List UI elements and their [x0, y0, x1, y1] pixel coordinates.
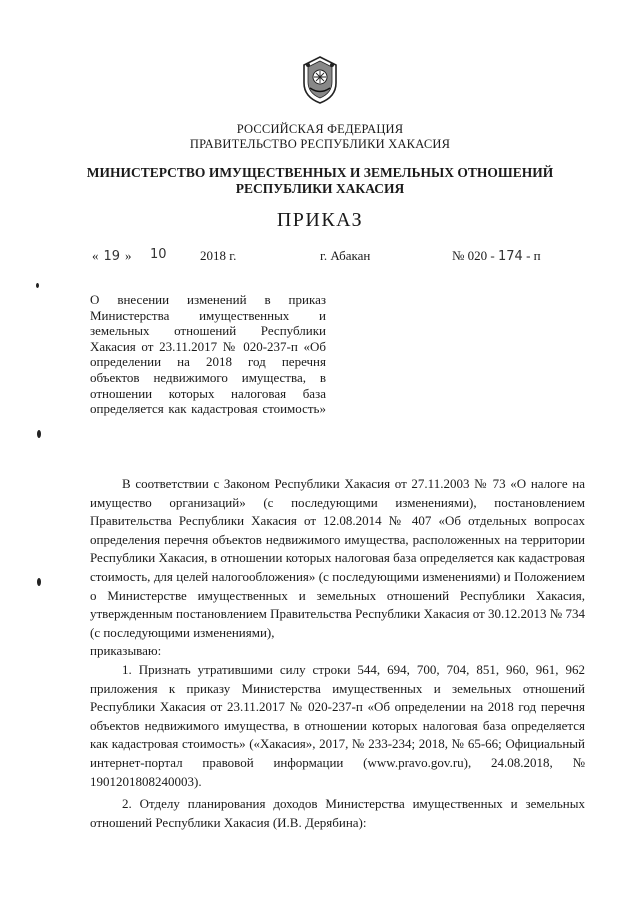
- ministry-name-line1: МИНИСТЕРСТВО ИМУЩЕСТВЕННЫХ И ЗЕМЕЛЬНЫХ ОТНОШЕНИЙ: [86, 165, 554, 180]
- date-day: « 19 »: [92, 248, 132, 264]
- city: г. Абакан: [320, 248, 371, 263]
- document-type-title: ПРИКАЗ: [276, 209, 364, 231]
- ministry-name-line2: РЕСПУБЛИКИ ХАКАСИЯ: [235, 181, 405, 196]
- preamble-paragraph: В соответствии с Законом Республики Хакасия от 27.11.2003 № 73 «О налоге на имущество организаций» (с последующими изменениями), постановлением Правительства Республики Хакасия от 12.08.2014 № 407 «Об отдельных вопросах определения перечня объектов недвижимого имущества, расположенных на территории Республики Хакасия, в отношении которых налоговая база определяется как кадастровая стоимость, для целей налогообложения» (с последующими изменениями) и Положением о Министерстве имущественных и земельных отношений Республики Хакасия, утвержденным постановлением Правительства Республики Хакасия от 30.12.2013 № 734 (с последующими изменениями),: [90, 476, 585, 640]
- scan-mark: [37, 430, 41, 438]
- country-name: РОССИЙСКАЯ ФЕДЕРАЦИЯ: [236, 122, 404, 136]
- coat-of-arms-emblem: [300, 55, 340, 105]
- order-number: № 020 - 174 - п: [452, 248, 541, 264]
- order-word: приказываю:: [90, 643, 162, 659]
- order-body: [90, 475, 585, 832]
- item-2: 2. Отделу планирования доходов Министерства имущественных и земельных отношений Республики Хакасия (И.В. Дерябина):: [90, 796, 585, 830]
- item-1: 1. Признать утратившими силу строки 544, 694, 700, 704, 851, 960, 961, 962 приложения к приказу Министерства имущественных и земельных отношений Республики Хакасия от 23.11.2017 № 020-237-п «Об определении на 2018 год перечня объектов недвижимого имущества, в отношении которых налоговая база определяется как кадастровая стоимость» («Хакасия», 2017, № 233-234; 2018, № 65-66; Официальный интернет-портал правовой информации (www.pravo.gov.ru), 24.08.2018, № 1901201808240003).: [90, 661, 585, 789]
- order-title: О внесении изменений в приказ Министерства имущественных и земельных отношений Республики Хакасия от 23.11.2017 № 020-237-п «Об определении на 2018 год перечня объектов недвижимого имущества, в отношении которых налоговая база определяется как кадастровая стоимость»: [90, 292, 326, 417]
- date-year: 2018 г.: [200, 248, 237, 263]
- date-month: 10: [150, 247, 167, 262]
- scan-mark: [37, 578, 41, 586]
- government-name: ПРАВИТЕЛЬСТВО РЕСПУБЛИКИ ХАКАСИЯ: [189, 137, 451, 151]
- scan-mark: [36, 283, 39, 288]
